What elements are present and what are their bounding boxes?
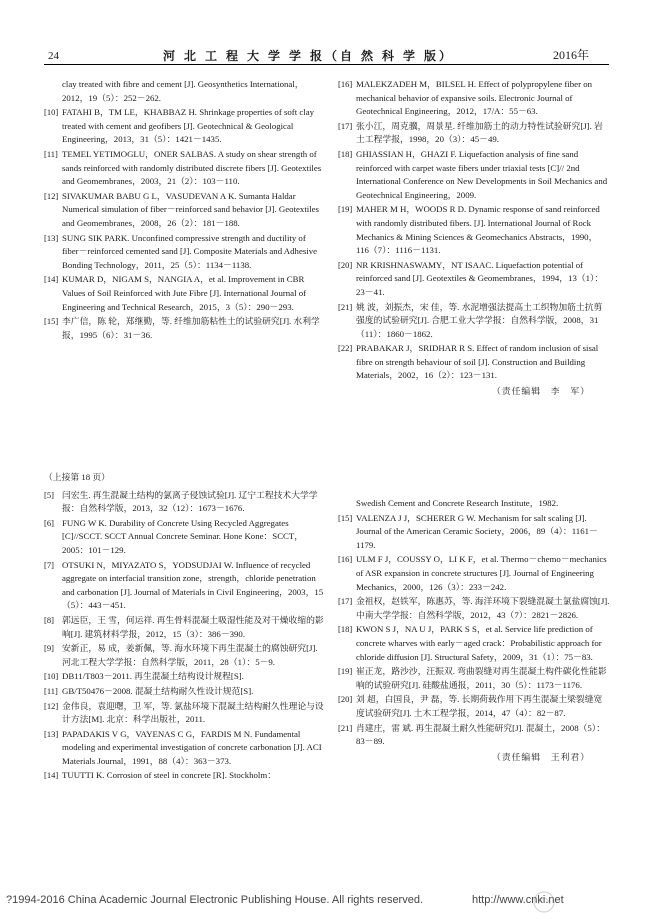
- copyright-notice: ?1994-2016 China Academic Journal Electronic Publishing House. All rights reserved.: [6, 894, 424, 906]
- reference-item: [338, 120, 610, 147]
- reference-item: [44, 273, 324, 314]
- publication-year: 2016年: [553, 48, 590, 62]
- reference-number: [ 16 ]: [338, 78, 352, 92]
- reference-number: [ 18 ]: [338, 623, 352, 637]
- reference-item: [44, 315, 324, 342]
- reference-item: [44, 489, 324, 516]
- reference-text: 崔正龙，路沙沙，汪振双. 弯曲裂缝对再生混凝土构件碳化性能影响的试验研究[J]. 硅酸盐通报，2011，30（5）：1173－1176.: [356, 666, 607, 690]
- reference-text: TEMEL YETIMOGLU，ONER SALBAS. A study on shear strength of sands reinforced with randomly distributed discrete fibers [J]. Geotextiles and Geomembranes，2003，21（2）：103－110.: [62, 148, 322, 187]
- references-left-bottom: [44, 471, 324, 784]
- reference-item: [338, 259, 610, 300]
- reference-number: [ 22 ]: [338, 342, 352, 356]
- reference-number: [ 21 ]: [338, 301, 352, 315]
- reference-number: [ 12 ]: [44, 700, 58, 714]
- reference-text: NR KRISHNASWAMY，NT ISAAC. Liquefaction potential of reinforced sand [J]. Geotextiles & Geomembranes，1994，13（1）：23－41.: [356, 259, 604, 297]
- reference-text: GB/T50476－2008. 混凝土结构耐久性设计规范[S].: [62, 685, 254, 696]
- reference-number: [ 21 ]: [338, 722, 352, 736]
- reference-number: [ 19 ]: [338, 203, 352, 217]
- reference-item: [44, 190, 324, 231]
- reference-number: [ 13 ]: [44, 232, 58, 246]
- reference-item: [338, 148, 610, 202]
- cnki-link[interactable]: http://www.cnki.net: [472, 894, 564, 906]
- reference-item: [338, 203, 610, 257]
- reference-item: [338, 722, 610, 749]
- reference-number: [ 20 ]: [338, 259, 352, 273]
- reference-item: [338, 512, 610, 553]
- reference-number: [ 20 ]: [338, 693, 352, 707]
- reference-list: [44, 489, 324, 783]
- header-rule: [44, 64, 609, 65]
- reference-number: [ 11 ]: [44, 685, 58, 699]
- reference-item: [338, 623, 610, 664]
- reference-text: FATAHI B，TM LE，KHABBAZ H. Shrinkage properties of soft clay treated with cement and geofibers [J]. Geotechnical & Geological Engineering，2013，31（5）：1421－1435.: [62, 107, 315, 145]
- reference-item: [44, 148, 324, 189]
- reference-continuation: Swedish Cement and Concrete Research Institute，1982.: [356, 498, 559, 508]
- reference-text: 闫宏生. 再生混凝土结构的氯离子侵蚀试验[J]. 辽宁工程技术大学学报：自然科学版，2013，32（12）：1673－1676.: [62, 489, 318, 514]
- reference-text: 张小江，周克骥，周景星. 纤维加筋土的动力特性试验研究[J]. 岩土工程学报，1998，20（3）：45－49.: [356, 120, 603, 145]
- continued-from-label: （上接第 18 页）: [44, 472, 110, 482]
- reference-text: 安新正，易 成，姜新佩，等. 海水环境下再生混凝土的腐蚀研究[J]. 河北工程大学学报：自然科学版，2011，28（1）：5－9.: [62, 643, 318, 667]
- reference-number: [ 16 ]: [338, 553, 352, 567]
- reference-number: [ 7 ]: [44, 559, 54, 573]
- reference-text: 金伟良，袁迎曙，卫 军，等. 氯盐环境下混凝土结构耐久性理论与设计方法[M]. 北京：科学出版社，2011.: [62, 700, 324, 725]
- reference-text: 刘 超，白国良，尹 磊，等. 长期荷载作用下再生混凝土梁裂缝宽度试验研究[J]. 土木工程学报，2014，47（4）：82－87.: [356, 694, 603, 718]
- reference-text: KUMAR D，NIGAM S，NANGIA A，et al. Improvement in CBR Values of Soil Reinforced with Jute Fibre [J]. International Journal of Engineering and Technical Research，2015，3（5）：290－293.: [62, 274, 307, 312]
- reference-item: [44, 728, 324, 769]
- reference-text: ULM F J，COUSSY O，LI K F，et al. Thermo－chemo－mechanics of ASR expansion in concrete structures [J]. Journal of Engineering Mechanics，2000，126（3）：233－242.: [356, 554, 607, 592]
- reference-list: [338, 78, 610, 383]
- reference-item: [338, 301, 610, 342]
- reference-item: [44, 232, 324, 273]
- reference-text: SUNG SIK PARK. Unconfined compressive strength and ductility of fiber－reinforced cemented sand [J]. Composite Materials and Adhesive Bonding Technology，2011，25（5）：1134－1138.: [62, 232, 318, 270]
- reference-number: [ 14 ]: [44, 769, 58, 783]
- references-right-bottom: [338, 497, 610, 764]
- reference-item: [44, 559, 324, 613]
- reference-number: [ 14 ]: [44, 273, 58, 287]
- reference-text: KWON S J，NA U J，PARK S S，et al. Service life prediction of concrete wharves with early－aged crack：Probabilistic approach for chloride diffusion [J]. Structural Safety，2009，31（1）：75－83.: [356, 624, 602, 662]
- reference-number: [ 10 ]: [44, 670, 58, 684]
- reference-item: [44, 700, 324, 727]
- reference-text: PRABAKAR J，SRIDHAR R S. Effect of random inclusion of sisal fibre on strength behaviour of soil [J]. Construction and Building Materials，2002，16（2）：123－131.: [356, 343, 599, 381]
- reference-text: VALENZA J J，SCHERER G W. Mechanism for salt scaling [J]. Journal of the American Ceramic Society，2006，89（4）：1161－1179.: [356, 512, 598, 550]
- reference-number: [ 19 ]: [338, 665, 352, 679]
- reference-item: [338, 553, 610, 594]
- reference-text: FUNG W K. Durability of Concrete Using Recycled Aggregates [C]//SCCT. SCCT Annual Concrete Seminar. Hone Kone：SCCT，2005：101－129.: [62, 517, 304, 555]
- reference-item: [44, 642, 324, 669]
- reference-item: [44, 685, 324, 699]
- reference-item: [44, 670, 324, 684]
- reference-text: OTSUKI N，MIYAZATO S，YODSUDJAI W. Influence of recycled aggregate on interfacial transition zone，strength，chloride penetration and carbonation [J]. Journal of Materials in Civil Engineering，2003，15（5）：443－451.: [62, 559, 324, 611]
- journal-title: 河 北 工 程 大 学 学 报（自 然 科 学 版）: [163, 49, 455, 63]
- reference-item: [338, 595, 610, 622]
- reference-number: [ 17 ]: [338, 595, 352, 609]
- reference-item: [44, 769, 324, 783]
- reference-item: [338, 665, 610, 692]
- editor-credit: （责任编辑 王利君）: [492, 751, 590, 762]
- reference-text: MAHER M H，WOODS R D. Dynamic response of sand reinforced with randomly distributed fibers. [J]. International Journal of Rock Mechanics & Mining Sciences & Geomechanics Abstracts，1990，116（7）：1116－1131.: [356, 204, 600, 256]
- reference-number: [ 6 ]: [44, 517, 54, 531]
- reference-number: [ 11 ]: [44, 148, 58, 162]
- reference-list: [338, 497, 610, 749]
- reference-item: [338, 693, 610, 720]
- reference-number: [ 5 ]: [44, 489, 54, 503]
- reference-number: [ 13 ]: [44, 728, 58, 742]
- reference-number: [ 15 ]: [338, 512, 352, 526]
- watermark-logo: [530, 886, 649, 919]
- reference-item: [338, 78, 610, 119]
- reference-text: SIVAKUMAR BABU G L，VASUDEVAN A K. Sumanta Haldar Numerical simulation of fiber－reinforced sand behavior [J]. Geotextiles and Geomembranes，2008，26（2）：181－188.: [62, 190, 319, 228]
- reference-text: 李广信，陈 轮，郑继勤，等. 纤维加筋粘性土的试验研究[J]. 水利学报，1995（6）：31－36.: [62, 316, 320, 340]
- reference-text: 金祖权，赵铁军，陈惠苏，等. 海洋环境下裂缝混凝土氯盐腐蚀[J]. 中南大学学报：自然科学版，2012，43（7）：2821－2826.: [356, 596, 610, 620]
- reference-item: [338, 342, 610, 383]
- reference-number: [ 18 ]: [338, 148, 352, 162]
- reference-text: 姚 波，刘振杰，宋 佳，等. 水泥增强法提高土工织物加筋土抗剪强度的试验研究[J]. 合肥工业大学学报：自然科学版，2008，31（11）：1860－1862.: [356, 301, 603, 339]
- reference-continuation: clay treated with fibre and cement [J]. Geosynthetics International，2012，19（5）：252－262.: [62, 79, 304, 103]
- reference-text: 肖建庄，雷 斌. 再生混凝土耐久性能研究[J]. 混凝土，2008（5）：83－89.: [356, 722, 605, 747]
- page-header: [0, 0, 649, 66]
- reference-text: PAPADAKIS V G，VAYENAS C G，FARDIS M N. Fundamental modeling and experimental investigation of concrete carbonation [J]. ACI Materials Journal，1991，88（4）：363－373.: [62, 728, 322, 766]
- reference-text: TUUTTI K. Corrosion of steel in concrete [R]. Stockholm：: [62, 770, 277, 781]
- reference-text: 郭远臣，王 雪，何运祥. 再生骨料混凝土吸湿性能及对干燥收缩的影响[J]. 建筑材料学报，2012，15（3）：386－390.: [62, 614, 324, 639]
- reference-item: [44, 614, 324, 641]
- reference-number: [ 15 ]: [44, 315, 58, 329]
- reference-text: MALEKZADEH M，BILSEL H. Effect of polypropylene fiber on mechanical behavior of expansive soils. Electronic Journal of Geotechnical Engineering，2012，17/A：55－63.: [356, 79, 592, 117]
- reference-number: [ 17 ]: [338, 120, 352, 134]
- reference-number: [ 9 ]: [44, 642, 54, 656]
- reference-item: [44, 106, 324, 147]
- reference-number: [ 8 ]: [44, 614, 54, 628]
- reference-number: [ 12 ]: [44, 190, 58, 204]
- references-right-top: [338, 78, 610, 399]
- editor-credit: （责任编辑 李 军）: [492, 386, 590, 397]
- reference-number: [ 10 ]: [44, 106, 58, 120]
- page-number: 24: [48, 50, 59, 62]
- references-left-top: [44, 78, 324, 343]
- reference-text: DB11/T803－2011. 再生混凝土结构设计规程[S].: [62, 671, 244, 682]
- reference-item: [44, 517, 324, 558]
- reference-text: GHIASSIAN H，GHAZI F. Liquefaction analysis of fine sand reinforced with carpet waste fibers under triaxial tests [C]// 2nd International Conference on New Developments in Soil Mechanics and Geotechnical Engineering，2009.: [356, 148, 608, 200]
